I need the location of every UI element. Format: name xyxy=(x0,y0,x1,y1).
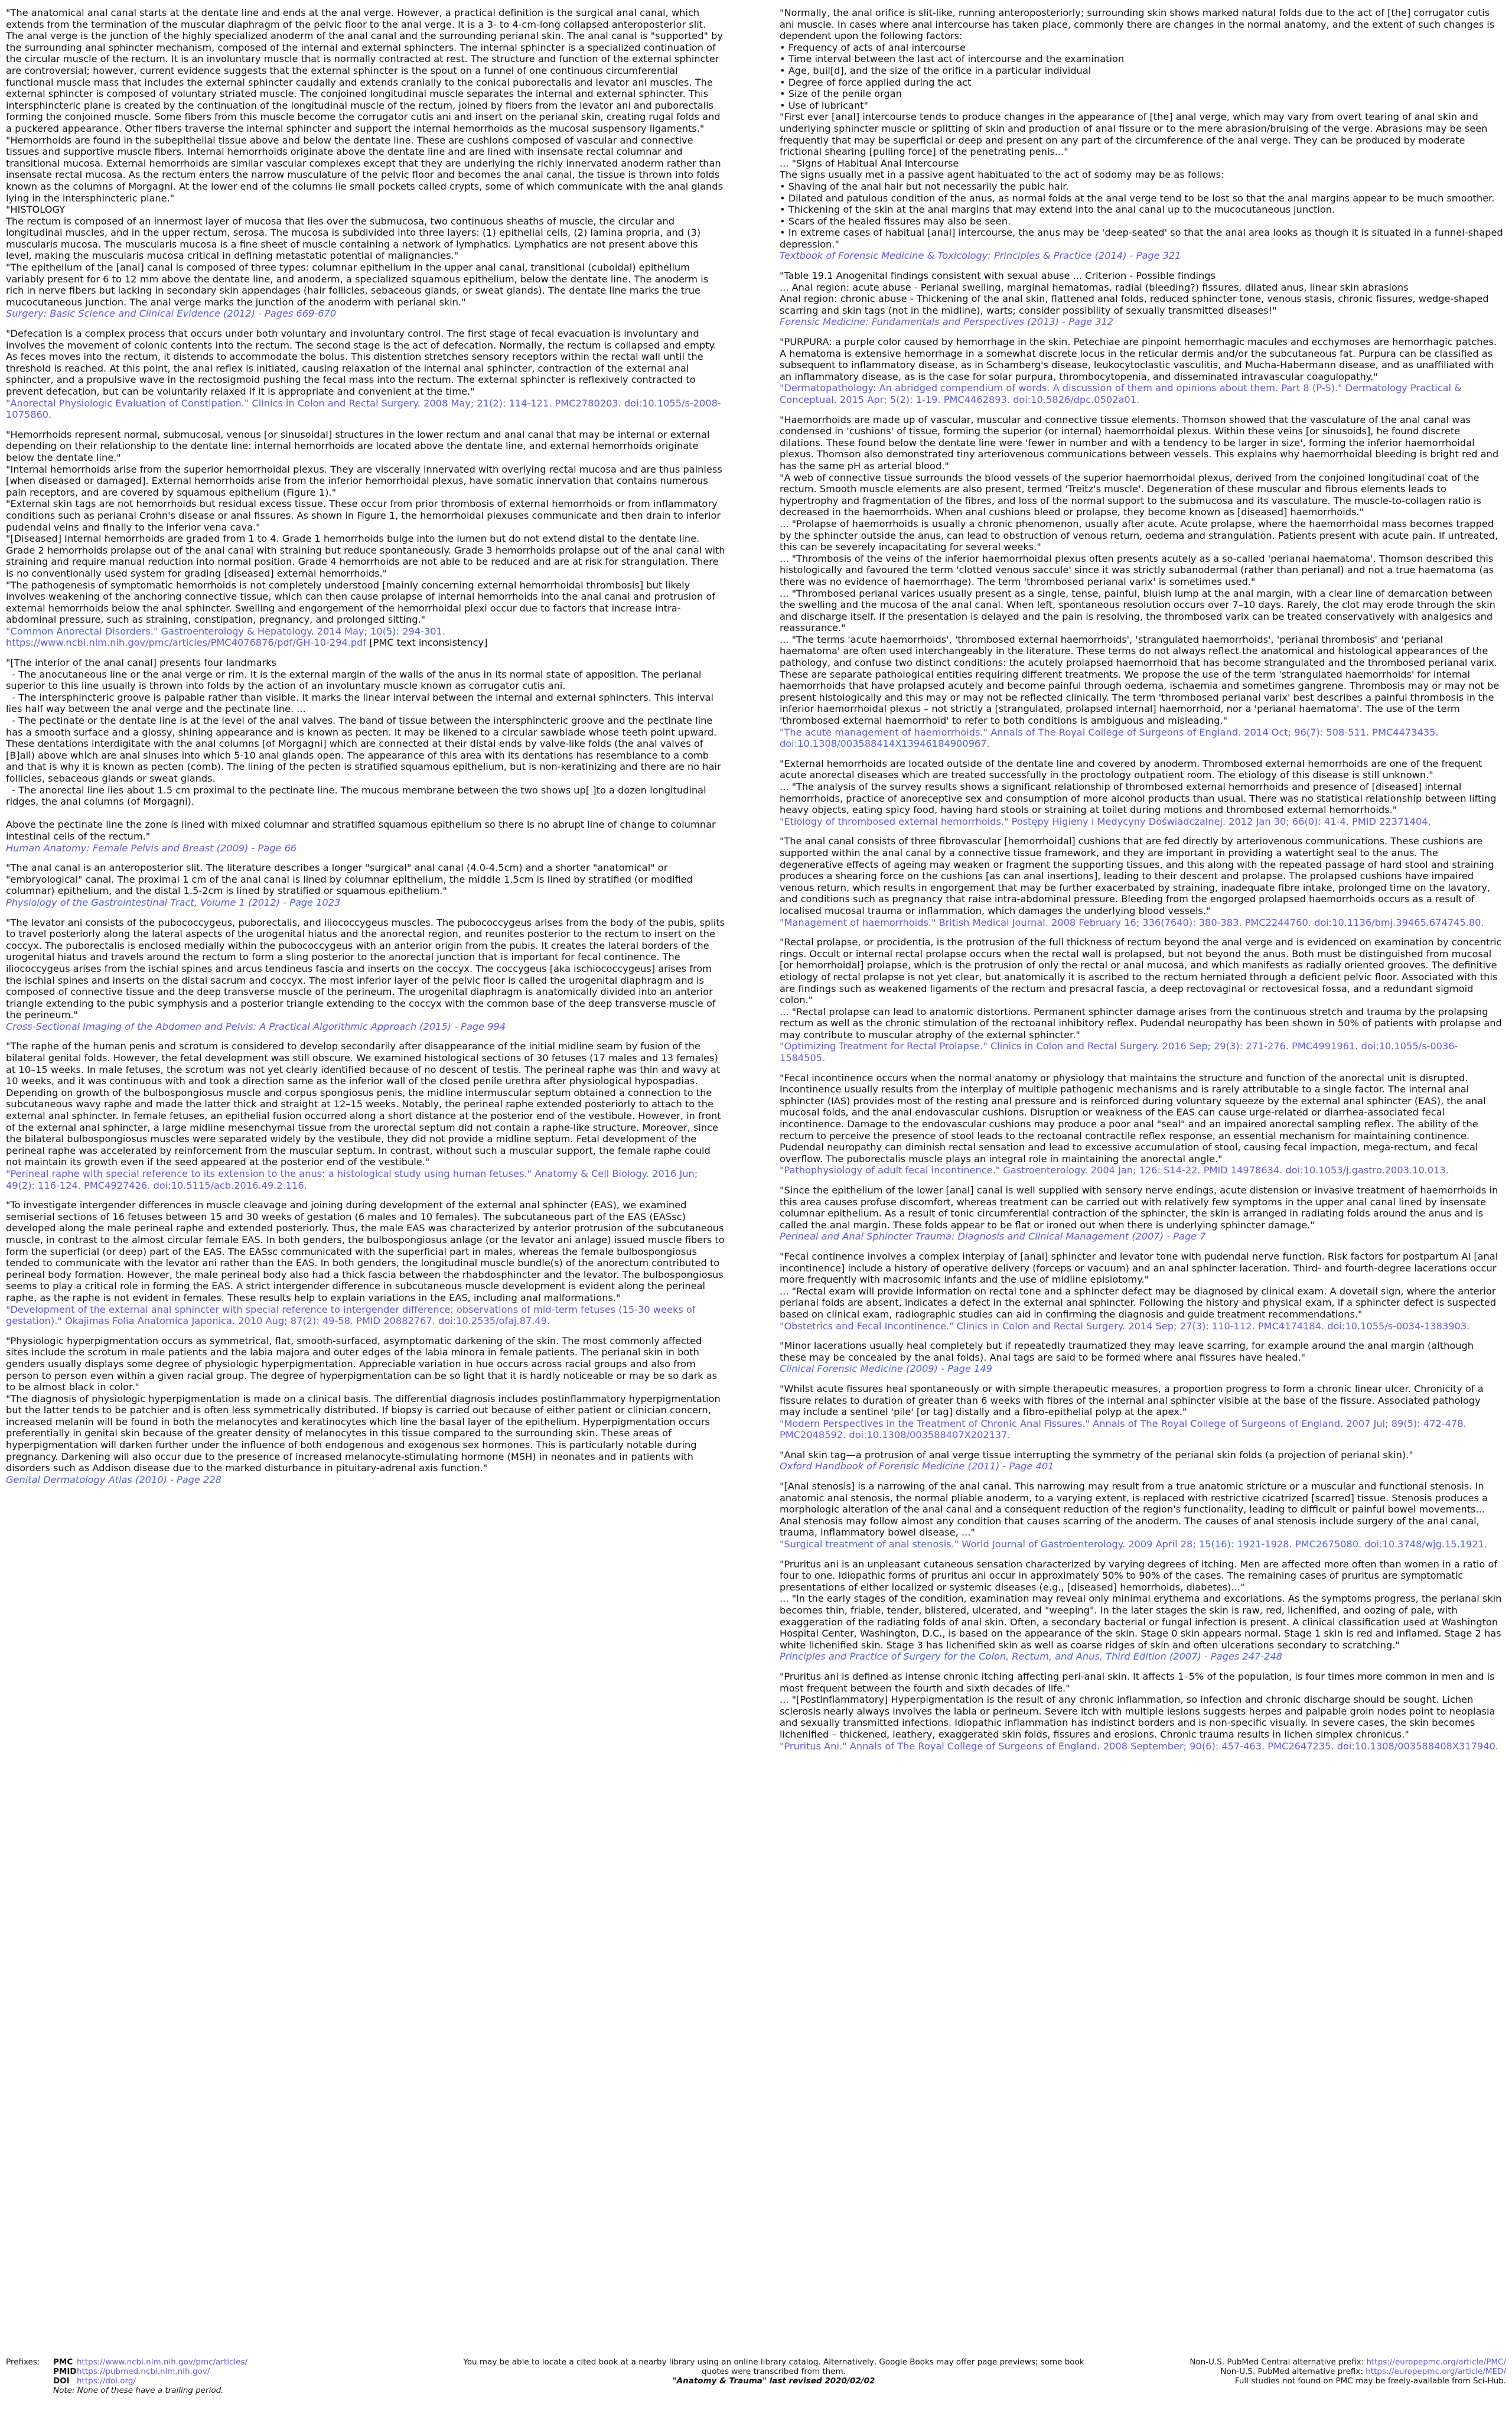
quote-text: "External hemorrhoids are located outside of the dentate line and covered by anoderm. Thrombosed external hemorrhoids are one of the frequent acute anorectal diseases which are treated successfully in the proctology outpatient room. The etiology of this disease is still unknown." ... "The analysis of the survey results shows a significant relationship of thrombosed external hemorrhoids and presence of [diseased] internal hemorrhoids, practice of anoreceptive sex and consumption of more alcohol products than usual. There was no statistical relationship between lifting heavy objects, eating spicy food, having hard stools or straining at toilet during motions and thrombosed external hemorrhoids." xyxy=(780,757,1497,816)
europe-pmc-link[interactable]: https://europepmc.org/article/PMC/ xyxy=(1366,2357,1506,2367)
quote-entry xyxy=(780,336,1503,406)
citation-link[interactable] xyxy=(780,1538,1503,1550)
citation-link[interactable] xyxy=(780,917,1503,929)
footer-alternatives xyxy=(1081,2357,1506,2386)
citation-link[interactable] xyxy=(780,1418,1503,1441)
citation-link[interactable] xyxy=(6,897,725,909)
citation-link[interactable] xyxy=(6,626,725,649)
quote-entry xyxy=(780,1481,1503,1550)
citation-link[interactable] xyxy=(780,727,1503,750)
citation-text: Principles and Practice of Surgery for the Colon, Rectum, and Anus, Third Edition (2007) - Pages 247-248 xyxy=(780,1651,1283,1663)
quote-entry xyxy=(6,429,725,649)
quote-text: "The anatomical anal canal starts at the dentate line and ends at the anal verge. However, a practical definition is the surgical anal canal, which extends from the termination of the muscular diaphragm of the pelvic floor to the anal verge. It is a 3- to 4-cm-long collapsed anteroposterior slit. The anal verge is the junction of the highly specialized anoderm of the anal canal and the surrounding perianal skin. The anal canal is "supported" by the surrounding anal sphincter mechanism, composed of the internal and external sphincters. The internal sphincter is a specialized continuation of the circular muscle of the rectum. It is an involuntary muscle that is normally contracted at rest. The structure and function of the external sphincter are controversial; however, current evidence suggests that the external sphincter is the spout on a funnel of one continuous circumferential functional muscle mass that includes the external sphincter caudally and extends cranially to the conical puborectalis and levator ani muscles. The external sphincter is composed of voluntary striated muscle. The conjoined longitudinal muscle separates the internal and external sphincter. This intersphincteric plane is created by the continuation of the longitudinal muscle of the rectum, joined by fibers from the levator ani and puborectalis forming the conjoined muscle. Some fibers from this muscle become the corrugator cutis ani and insert on the perianal skin, creating rugal folds and a puckered appearance. Other fibers traverse the internal sphincter and support the internal hemorrhoids as the mucosal suspensory ligaments." "Hemorrhoids are found in the subepithelial tissue above and below the dentate line. These are cushions composed of vascular and connective tissues and supportive muscle fibers. Internal hemorrhoids originate above the dentate line and are lined with insensate rectal columnar and transitional mucosa. External hemorrhoids are similar vascular complexes except that they are underlying the richly innervated anoderm rather than insensate rectal mucosa. As the rectum enters the narrow musculature of the pelvic floor and becomes the anal canal, the tissue is thrown into folds known as the columns of Morgagni. At the lower end of the columns lie small pockets called crypts, some of which communicate with the anal glands lying in the intersphincteric plane." "HISTOLOGY The rectum is composed of an innermost layer of mucosa that lies over the submucosa, two continuous sheaths of muscle, the circular and longitudinal muscles, and in the upper rectum, serosa. The mucosa is subdivided into three layers: (1) epithelial cells, (2) lamina propria, and (3) muscularis mucosa. The muscularis mucosa is a fine sheet of muscle containing a network of lymphatics. Lymphatics are not present above this level, making the muscularis mucosa critical in defining metastatic potential of malignancies." "The epithelium of the [anal] canal is composed of three types: columnar epithelium in the upper anal canal, transitional (cuboidal) epithelium variably present for 6 to 12 mm above the dentate line, and anoderm, a specialized squamous epithelium, below the dentate line. The anoderm is rich in nerve fibers but lacking in secondary skin appendages (hair follicles, sebaceous glands, or sweat glands). The dentate line marks the true mucocutaneous junction. The anal verge marks the junction of the anoderm with perianal skin." xyxy=(6,7,724,308)
citation-link[interactable] xyxy=(6,1304,725,1327)
quote-text: "PURPURA: a purple color caused by hemorrhage in the skin. Petechiae are pinpoint hemorrhagic macules and ecchymoses are hemorrhagic patches. A hematoma is extensive hemorrhage in a somewhat discrete locus in the reticular dermis and/or the subcutaneous fat. Purpura can be classified as subsequent to inflammatory disease, as in Schamberg's disease, leukocytoclastic vasculitis, and Mucha-Habermann disease, and as unaffiliated with an inflammatory disease, as is the case for solar purpura, thrombocytopenia, and disseminated intravascular coagulopathy." xyxy=(780,336,1500,382)
quote-entry xyxy=(6,328,725,421)
quote-entry xyxy=(6,657,725,854)
citation-text: Perineal and Anal Sphincter Trauma: Diagnosis and Clinical Management (2007) - Page 7 xyxy=(780,1231,1206,1242)
footer-library-note-2: quotes were transcribed from them. xyxy=(702,2367,846,2376)
citation-text: "Pruritus Ani." Annals of The Royal College of Surgeons of England. 2008 September; 90(6): 457-463. PMC2647235. doi:10.1308/003588408X317940. xyxy=(780,1740,1498,1752)
quote-entry xyxy=(780,1383,1503,1441)
citation-link[interactable] xyxy=(780,316,1503,328)
citation-text: Human Anatomy: Female Pelvis and Breast (2009) - Page 66 xyxy=(6,842,297,854)
citation-text: "Obstetrics and Fecal Incontinence." Clinics in Colon and Rectal Surgery. 2014 Sep; 27(3): 110-112. PMC4174184. doi:10.1055/s-0034-1383903. xyxy=(780,1320,1470,1332)
europe-med-label: Non-U.S. PubMed alternative prefix: xyxy=(1220,2367,1366,2376)
footer-prefixes xyxy=(6,2357,419,2395)
doi-url-link[interactable]: https://doi.org/ xyxy=(77,2376,136,2386)
quote-text: "Pruritus ani is defined as intense chronic itching affecting peri-anal skin. It affects 1–5% of the population, is four times more common in men and is most frequent between the fourth and sixth decades of life." ... "[Postinflammatory] Hyperpigmentation is the result of any chronic inflammation, so infection and chronic discharge should be sought. Lichen sclerosis nearly always involves the labia or perineum. Severe itch with multiple lesions suggests herpes and palpable groin nodes point to neoplasia and sexually transmitted infections. Idiopathic inflammation has indistinct borders and is non-specific visually. In severe cases, the skin becomes lichenified – thickened, leathery, exaggerated skin folds, fissures and erosions. Chronic trauma results in lichen simplex chronicus." xyxy=(780,1670,1495,1740)
quote-text: "Table 19.1 Anogenital findings consistent with sexual abuse ... Criterion - Possible findings ... Anal region: acute abuse - Perianal swelling, marginal hematomas, radial (bleeding?) fissures, dilated anus, linear skin abrasions Anal region: chronic abuse - Thickening of the anal skin, flattened anal folds, reduced sphincter tone, venous stasis, chronic fissures, wedge-shaped scarring and skin tags (not in the midline), warts; consider possibility of sexually transmitted diseases!" xyxy=(780,270,1489,316)
citation-text: "Management of haemorrhoids." British Medical Journal. 2008 February 16; 336(7640): 380-383. PMC2244760. doi:10.1136/bmj.39465.674745.80. xyxy=(780,916,1484,928)
scihub-note: Full studies not found on PMC may be freely-available from Sci-Hub. xyxy=(1234,2376,1506,2386)
citation-link[interactable] xyxy=(780,1165,1503,1176)
citation-text: Genital Dermatology Atlas (2010) - Page 228 xyxy=(6,1474,221,1485)
prefixes-label: Prefixes: xyxy=(6,2357,40,2367)
citation-text: "Dermatopathology: An abridged compendium of words. A discussion of them and opinions about them. Part 8 (P-S)." Dermatology Practical & Conceptual. 2015 Apr; 5(2): 1-19. PMC4462893. doi:10.5826/dpc.0502a01. xyxy=(780,382,1465,405)
citation-link[interactable] xyxy=(780,1363,1503,1375)
footer-revision: "Anatomy & Trauma" last revised 2020/02/02 xyxy=(672,2376,875,2386)
citation-link[interactable] xyxy=(780,1040,1503,1063)
quote-entry xyxy=(6,1040,725,1191)
quote-text: "Anal skin tag—a protrusion of anal verge tissue interrupting the symmetry of the perianal skin folds (a projection of perianal skin)." xyxy=(780,1449,1413,1461)
pmid-url-link[interactable]: https://pubmed.ncbi.nlm.nih.gov/ xyxy=(77,2367,210,2376)
quote-text: "Pruritus ani is an unpleasant cutaneous sensation characterized by varying degrees of itching. Men are affected more often than women in a ratio of four to one. Idiopathic forms of pruritus ani occur in approximately 50% to 90% of the cases. The remaining cases of pruritus are symptomatic presentations of either localized or systemic diseases (e.g., [diseased] hemorrhoids, diabetes)..." ... "In the early stages of the condition, examination may reveal only minimal erythema and excoriations. As the symptoms progress, the perianal skin becomes thin, friable, tender, blistered, ulcerated, and "weeping". In the later stages the skin is raw, red, lichenified, and oozing of pale, with exaggeration of the radiating folds of anal skin. Often, a secondary bacterial or fungal infection is present. A clinical classification used at Washington Hospital Center, Washington, D.C., is based on the appearance of the skin. Stage 0 skin appears normal. Stage 1 skin is red and inflamed. Stage 2 has white lichenified skin. Stage 3 has lichenified skin as well as coarse ridges of skin and often ulcerations secondary to scratching." xyxy=(780,1558,1502,1651)
citation-text: Clinical Forensic Medicine (2009) - Page 149 xyxy=(780,1363,992,1375)
quote-entry xyxy=(780,270,1503,328)
pmc-label: PMC xyxy=(53,2357,73,2367)
quote-text: "Rectal prolapse, or procidentia, is the protrusion of the full thickness of rectum beyond the anal verge and is evidenced on examination by concentric rings. Occult or internal rectal prolapse occurs when the rectal wall is prolapsed, but not beyond the anus. Both must be distinguished from mucosal [or hemorrhoidal] prolapse, which is the protrusion of only the rectal or anal mucosa, and which manifests as radially oriented grooves. The definitive etiology of rectal prolapse is not yet clear, but anatomically it is ascribed to the rectum herniated through a deficient pelvic floor. Associated with this are findings such as weakened ligaments of the rectum and presacral fascia, a deep rectovaginal or rectovesical fossa, and a redundant sigmoid colon." ... "Rectal prolapse can lead to anatomic distortions. Permanent sphincter damage arises from the continuous stretch and trauma by the prolapsing rectum as well as the chronic stimulation of the rectoanal inhibitory reflex. Pudendal neuropathy has been shown in 50% of patients with prolapse and may contribute to muscular atrophy of the external sphincter." xyxy=(780,936,1502,1040)
quote-text: "To investigate intergender differences in muscle cleavage and joining during development of the external anal sphincter (EAS), we examined semiserial sections of 16 fetuses between 15 and 30 weeks of gestation (6 males and 10 females). The subcutaneous part of the EAS (EASsc) developed along the male perineal raphe and extended posteriorly. Thus, the male EAS was characterized by anterior protrusion of the subcutaneous muscle, in contrast to the almost circular female EAS. In both genders, the bulbospongiosus anlage (or the levator ani anlage) issued muscle fibers to form the superficial (or deep) part of the EAS. The EASsc communicated with the superficial part in males, whereas the female bulbospongiosus tended to communicate with the levator ani rather than the EAS. In both genders, the longitudinal muscle bundle(s) of the anorectum contributed to perineal body formation. However, the male perineal body also had a thick fascia between the rhabdosphincter and the levator. The bulbospongiosus seems to play a critical role in forming the EAS. A strict intergender difference in subcutaneous muscle development is evident along the perineal raphe, as the raphe is not evident in females. These results help to explain variations in the EAS, including anal malformations." xyxy=(6,1199,728,1303)
europe-pmc-label: Non-U.S. PubMed Central alternative prefix: xyxy=(1190,2357,1367,2367)
citation-text: Textbook of Forensic Medicine & Toxicology: Principles & Practice (2014) - Page 321 xyxy=(780,250,1181,262)
europe-med-link[interactable]: https://europepmc.org/article/MED/ xyxy=(1366,2367,1506,2376)
citation-link[interactable] xyxy=(6,1474,725,1486)
quote-text: "The raphe of the human penis and scrotum is considered to develop secondarily after disappearance of the initial midline seam by fusion of the bilateral genital folds. However, the fetal development was still obscure. We examined histological sections of 30 fetuses (17 males and 13 females) at 10–15 weeks. In male fetuses, the scrotum was not yet clearly identified because of no descent of testis. The perineal raphe was thin and wavy at 10 weeks, and it was continuous with and took a direction same as the inferior wall of the closed penile urethra after physiological hypospadias. Depending on growth of the bulbospongiosus muscle and corpus spongiosus penis, the midline intermuscular septum obtained a connection to the subcutaneous wavy raphe and made the latter thick and straight at 12–15 weeks. Notably, the perineal raphe extended posteriorly to attach to the external anal sphincter. In female fetuses, an epithelial fusion occurred along a short distance at the posterior end of the vestibule. However, in front of the external anal sphincter, a large midline mesenchymal tissue from the urorectal septum did not contain a raphe-like structure. Moreover, since the bilateral bulbospongiosus muscles were separated widely by the vestibule, they did not provide a midline septum. Fetal development of the perineal raphe was accelerated by reinforcement from the muscular septum. In contrast, without such a muscular support, the female raphe could not maintain its growth even if the seed appeared at the posterior end of the vestibule." xyxy=(6,1040,724,1168)
quote-text: "[Anal stenosis] is a narrowing of the anal canal. This narrowing may result from a true anatomic stricture or a muscular and functional stenosis. In anatomic anal stenosis, the normal pliable anoderm, to a varying extent, is replaced with restrictive cicatrized [scarred] tissue. Stenosis produces a morphologic alteration of the anal canal and a consequent reduction of the region's functionality, leading to difficult or painful bowel movements... Anal stenosis may follow almost any condition that causes scarring of the anoderm. The causes of anal stenosis include surgery of the anal canal, trauma, inflammatory bowel disease, ..." xyxy=(780,1481,1491,1538)
citation-text: "Optimizing Treatment for Rectal Prolapse." Clinics in Colon and Rectal Surgery. 2016 Sep; 29(3): 271-276. PMC4991961. doi:10.1055/s-0036-1584505. xyxy=(780,1040,1458,1064)
quote-entry xyxy=(6,1199,728,1327)
quote-entry xyxy=(780,1671,1503,1752)
prefix-note: Note: None of these have a trailing period. xyxy=(53,2386,224,2395)
citation-text: Cross-Sectional Imaging of the Abdomen and Pelvis: A Practical Algorithmic Approach (2015) - Page 994 xyxy=(6,1020,506,1032)
citation-text: "Anorectal Physiologic Evaluation of Constipation." Clinics in Colon and Rectal Surgery. 2008 May; 21(2): 114-121. PMC2780203. doi:10.1055/s-2008-1075860. xyxy=(6,397,721,421)
citation-text: "Common Anorectal Disorders." Gastroenterology & Hepatology. 2014 May; 10(5): 294-301. https://www.ncbi.nlm.nih.gov/pmc/articles/PMC4076876/pdf/GH-10-294.pdf xyxy=(6,625,446,649)
pmc-url-link[interactable]: https://www.ncbi.nlm.nih.gov/pmc/articles/ xyxy=(77,2357,248,2367)
pmid-label: PMID xyxy=(53,2367,77,2376)
citation-suffix: [PMC text inconsistency] xyxy=(366,637,488,649)
citation-text: "The acute management of haemorrhoids." Annals of The Royal College of Surgeons of England. 2014 Oct; 96(7): 508-511. PMC4473435. doi:10.1308/003588414X13946184900967. xyxy=(780,726,1442,750)
citation-link[interactable] xyxy=(6,1021,725,1033)
quote-text: "The levator ani consists of the pubococcygeus, puborectalis, and iliococcygeus muscles. The pubococcygeus arises from the body of the pubis, splits to travel posteriorly along the lateral aspects of the urogenital hiatus and the anorectal region, and reunites posterior to the rectum to insert on the coccyx. The puborectalis is enclosed medially within the pubococcygeus with an anterior origin from the pubis. It creates the lateral borders of the urogenital hiatus and travels around the rectum to form a sling posterior to the anorectal junction that is important for fecal continence. The iliococcygeus arises from the ischial spines and arcus tendineus fascia and inserts on the coccyx. The coccygeus [aka ischiococcygeus] arises from the ischial spines and inserts on the distal sacrum and coccyx. The most inferior layer of the pelvic floor is called the urogenital diaphragm and is composed of connective tissue and the deep transverse muscle of the perineum. The urogenital diaphragm is anatomically divided into an anterior triangle extending to the pubic symphysis and a posterior triangle extending to the coccyx with the common base of the deep transverse muscle of the perineum." xyxy=(6,916,728,1021)
right-column xyxy=(780,7,1503,1760)
citation-text: Surgery: Basic Science and Clinical Evidence (2012) - Pages 669-670 xyxy=(6,308,337,320)
quote-text: "[The interior of the anal canal] presents four landmarks - The anocutaneous line or the anal verge or rim. It is the external margin of the walls of the anus in its normal state of apposition. The perianal superior to this line usually is thrown into folds by the action of an involuntary muscle known as corrugator cutis ani. - The intersphincteric groove is palpable rather than visible. It marks the linear interval between the internal and external sphincters. This interval lies half way between the anal verge and the pectinate line. ... - The pectinate or the dentate line is at the level of the anal valves. The band of tissue between the intersphincteric groove and the pectinate line has a smooth surface and a glossy, shining appearance and is known as pecten. It may be likened to a circular sawblade whose teeth point upward. These dentations interdigitate with the anal columns [of Morgagni] which are connected at their distal ends by valve-like folds (the anal valves of [B]all) above which are anal sinuses into which 5-10 anal glands open. The appearance of this area with its dentations has resemblance to a comb and that is why it is known as pecten (comb). The lining of the pecten is stratified squamous epithelium, but is non-keratinizing and there are no hair follicles, sebaceous glands or sweat glands. - The anorectal line lies about 1.5 cm proximal to the pectinate line. The mucous membrane between the two shows up[ ]to a dozen longitudinal ridges, the anal columns (of Morgagni). Above the pectinate line the zone is lined with mixed columnar and stratified squamous epithelium so there is no abrupt line of change to columnar intestinal cells of the rectum." xyxy=(6,657,721,842)
footer-library-note: You may be able to locate a cited book at a nearby library using an online library catalog. Alternatively, Google Books may offer page previews; some book xyxy=(463,2357,1084,2367)
citation-link[interactable] xyxy=(6,308,725,320)
quote-entry xyxy=(780,414,1503,750)
quote-text: "Defecation is a complex process that occurs under both voluntary and involuntary control. The first stage of fecal evacuation is involuntary and involves the movement of colonic contents into the rectum. The second stage is the act of defecation. Normally, the rectum is collapsed and empty. As feces moves into the rectum, it distends to accommodate the bolus. This distention stretches sensory receptors within the rectal wall until the threshold is reached. At this point, the anal reflex is initiated, causing relaxation of the internal anal sphincter, contraction of the external anal sphincter, and a propulsive wave in the rectosigmoid pushing the fecal mass into the rectum. The external sphincter is reflexively contracted to prevent defecation, but can be voluntarily relaxed if it is appropriate and convenient at the time." xyxy=(6,328,720,397)
quote-entry xyxy=(780,1340,1503,1375)
quote-text: "Fecal continence involves a complex interplay of [anal] sphincter and levator tone with pudendal nerve function. Risk factors for postpartum AI [anal incontinence] include a history of operative delivery (forceps or vacuum) and an anal sphincter laceration. Third- and fourth-degree lacerations occur more frequently with macrosomic infants and the use of midline episiotomy." ... "Rectal exam will provide information on rectal tone and a sphincter defect may be diagnosed by clinical exam. A dovetail sign, where the anterior perianal folds are absent, indicates a defect in the external anal sphincter. Following the history and physical exam, if a sphincter defect is suspected based on clinical exam, radiographic studies can aid in confirming the diagnosis and guide treatment recommendations." xyxy=(780,1250,1498,1320)
citation-link[interactable] xyxy=(780,250,1503,262)
citation-link[interactable] xyxy=(780,816,1503,828)
quote-entry xyxy=(780,1251,1503,1332)
quote-text: "Minor lacerations usually heal completely but if repeatedly traumatized they may leave scarring, for example around the anal margin (although these may be concealed by the anal folds). Anal tags are said to be formed where anal fissures have healed." xyxy=(780,1340,1477,1363)
citation-text: "Modern Perspectives in the Treatment of Chronic Anal Fissures." Annals of The Royal College of Surgeons of England. 2007 Jul; 89(5): 472-478. PMC2048592. doi:10.1308/003588407X202137. xyxy=(780,1417,1469,1441)
quote-text: "Hemorrhoids represent normal, submucosal, venous [or sinusoidal] structures in the lower rectum and anal canal that may be internal or external depending on their relationship to the dentate line: internal hemorrhoids are located above the dentate line, and external hemorrhoids originate below the dentate line." "Internal hemorrhoids arise from the superior hemorrhoidal plexus. They are viscerally innervated with overlying rectal mucosa and are thus painless [when diseased or damaged]. External hemorrhoids arise from the inferior hemorrhoidal plexus, have somatic innervation that contains numerous pain receptors, and are covered by squamous epithelium (Figure 1)." "External skin tags are not hemorrhoids but residual excess tissue. These occur from prior thrombosis of external hemorrhoids or from inflammatory conditions such as perianal Crohn's disease or anal fissures. As shown in Figure 1, the hemorrhoidal plexuses communicate and then drain to inferior pudendal veins and finally to the inferior vena cava." "[Diseased] Internal hemorrhoids are graded from 1 to 4. Grade 1 hemorrhoids bulge into the lumen but do not extend distal to the dentate line. Grade 2 hemorrhoids prolapse out of the anal canal with straining but reduce spontaneously. Grade 3 hemorrhoids prolapse out of the anal canal with straining and require manual reduction into normal position. Grade 4 hemorrhoids are not able to be reduced and are at risk for strangulation. There is no conventionally used system for grading [diseased] external hemorrhoids." "The pathogenesis of symptomatic hemorrhoids is not completely understood [mainly concerning external hemorrhoidal thrombosis] but likely involves weakening of the anchoring connective tissue, which can then cause prolapse of internal hemorrhoids into the anal canal and protrusion of external hemorrhoids below the anal sphincter. Swelling and engorgement of the hemorrhoidal plexi occur due to factors that increase intra-abdominal pressure, such as straining, constipation, pregnancy, and prolonged sitting." xyxy=(6,428,725,626)
quote-text: "The anal canal consists of three fibrovascular [hemorrhoidal] cushions that are fed directly by arteriovenous communications. These cushions are supported within the anal canal by a connective tissue framework, and they are important in providing a watertight seal to the anus. The degenerative effects of ageing may weaken or fragment the supporting tissues, and this along with the repeated passage of hard stool and straining produces a shearing force on the cushions [as can anal insertions], leading to their descent and prolapse. The prolapsed cushions have impaired venous return, which results in engorgement that may be further exacerbated by straining, inadequate fibre intake, prolonged time on the lavatory, and conditions such as pregnancy that raise intra-abdominal pressure. Bleeding from the engorged prolapsed haemorrhoids occurs as a result of localised mucosal trauma or inflammation, which damages the underlying blood vessels." xyxy=(780,835,1497,916)
quote-entry xyxy=(780,835,1503,928)
quote-entry xyxy=(780,1449,1503,1472)
citation-text: Physiology of the Gastrointestinal Tract, Volume 1 (2012) - Page 1023 xyxy=(6,896,341,908)
citation-text: "Perineal raphe with special reference to its extension to the anus: a histological study using human fetuses." Anatomy & Cell Biology. 2016 Jun; 49(2): 116-124. PMC4927426. doi:10.5115/acb.2016.49.2.116. xyxy=(6,1168,701,1191)
quote-entry xyxy=(780,936,1503,1064)
quote-text: "Normally, the anal orifice is slit-like, running anteroposteriorly; surrounding skin shows marked natural folds due to the act of [the] corrugator cutis ani muscle. In cases where anal intercourse has taken place, commonly there are changes in the normal anatomy, and the extent of such changes is dependent upon the following factors: • Frequency of acts of anal intercourse • Time interval between the last act of intercourse and the examination • Age, buil[d], and the size of the orifice in a particular individual • Degree of force applied during the act • Size of the penile organ • Use of lubricant" "First ever [anal] intercourse tends to produce changes in the appearance of [the] anal verge, which may vary from overt tearing of anal skin and underlying sphincter muscle or splitting of skin and production of anal fissure or to the mere abrasion/bruising of the verge. Abrasions may be seen frequently that may be superficial or deep and present on any part of the circumference of the anal verge. They can be produced by moderate frictional shearing [pulling force] of the penetrating penis..." ... "Signs of Habitual Anal Intercourse The signs usually met in a passive agent habituated to the act of sodomy may be as follows: • Shaving of the anal hair but not necessarily the pubic hair. • Dilated and patulous condition of the anus, as normal folds at the anal verge tend to be lost so that the anal margins appear to be much smoother. • Thickening of the skin at the anal margins that may extend into the anal canal up to the mucocutaneous junction. • Scars of the healed fissures may also be seen. • In extreme cases of habitual [anal] intercourse, the anus may be 'deep-seated' so that the anal area looks as though it is situated in a funnel-shaped depression." xyxy=(780,7,1503,250)
citation-text: "Pathophysiology of adult fecal incontinence." Gastroenterology. 2004 Jan; 126: S14-22. PMID 14978634. doi:10.1053/j.gastro.2003.10.013. xyxy=(780,1165,1449,1176)
citation-link[interactable] xyxy=(780,1231,1503,1242)
quote-entry xyxy=(6,1335,725,1486)
citation-text: "Development of the external anal sphincter with special reference to intergender difference: observations of mid-term fetuses (15-30 weeks of gestation)." Okajimas Folia Anatomica Japonica. 2010 Aug; 87(2): 49-58. PMID 20882767. doi:10.2535/ofaj.87.49. xyxy=(6,1303,699,1327)
left-column xyxy=(6,7,728,1494)
quote-text: "The anal canal is an anteroposterior slit. The literature describes a longer "surgical" anal canal (4.0-4.5cm) and a shorter "anatomical" or "embryological" canal. The proximal 1 cm of the anal canal is lined by columnar epithelium, the middle 1.5cm is lined by stratified (or modified columnar) epithelium, and the distal 1.5-2cm is lined by stratified or squamous epithelium." xyxy=(6,862,696,897)
citation-link[interactable] xyxy=(6,1168,725,1191)
citation-link[interactable] xyxy=(6,398,725,421)
quote-entry xyxy=(780,1072,1503,1176)
citation-text: "Surgical treatment of anal stenosis." World Journal of Gastroenterology. 2009 April 28; 15(16): 1921-1928. PMC2675080. doi:10.3748/wjg.15.1921. xyxy=(780,1538,1488,1550)
quote-entry xyxy=(6,862,725,908)
quote-entry xyxy=(780,758,1503,828)
citation-link[interactable] xyxy=(780,1741,1503,1752)
quote-text: "Since the epithelium of the lower [anal] canal is well supplied with sensory nerve endings, acute distension or invasive treatment of haemorrhoids in this area causes profuse discomfort, whereas treatment can be carried out with relatively few symptoms in the upper anal canal lined by insensate columnar epithelium. As a result of tonic circumferential contraction of the sphincter, the skin is arranged in radiating folds around the anus and is called the anal margin. These folds appear to be flat or ironed out when there is underlying sphincter damage." xyxy=(780,1185,1501,1231)
citation-link[interactable] xyxy=(780,382,1503,405)
quote-entry xyxy=(780,1185,1503,1242)
footer-center xyxy=(413,2357,1134,2386)
quote-text: "Physiologic hyperpigmentation occurs as symmetrical, flat, smooth-surfaced, asymptomatic darkening of the skin. The most commonly affected sites include the scrotum in male patients and the labia majora and outer edges of the labia minora in female patients. The perianal skin in both genders usually displays some degree of physiologic hyperpigmentation. Appreciable variation in hue occurs across racial groups and also from person to person even within a given racial group. The degree of hyperpigmentation can be so light that it is hardly noticeable or may be so dark as to be almost black in color." "The diagnosis of physiologic hyperpigmentation is made on a clinical basis. The differential diagnosis includes postinflammatory hyperpigmentation but the latter tends to be patchier and is often less symmetrically distributed. If biopsy is carried out because of either patient or clinician concern, increased melanin will be found in both the melanocytes and keratinocytes which line the basal layer of the epithelium. Hyperpigmentation occurs preferentially in genital skin because of the greater density of melanocytes in this tissue compared to the surrounding skin. These areas of hyperpigmentation will darken further under the influence of both endogenous and exogenous sex hormones. This is particularly notable during pregnancy. Darkening will also occur due to the presence of increased melanocyte-stimulating hormone (MSH) in neonates and in patients with disorders such as Addison disease due to the marked disturbance in pituitary-adrenal axis function." xyxy=(6,1335,721,1474)
citation-text: Forensic Medicine: Fundamentals and Perspectives (2013) - Page 312 xyxy=(780,316,1114,328)
quote-entry xyxy=(780,7,1503,262)
quote-entry xyxy=(6,916,728,1033)
quote-entry xyxy=(6,7,725,320)
citation-link[interactable] xyxy=(780,1320,1503,1332)
quote-entry xyxy=(780,1559,1503,1663)
citation-link[interactable] xyxy=(780,1651,1503,1663)
quote-text: "Haemorrhoids are made up of vascular, muscular and connective tissue elements. Thomson showed that the vasculature of the anal canal was condensed in 'cushions' of tissue, forming the superior (or internal) haemorrhoidal plexus. Within these veins [or sinusoids], he found discrete dilations. These found below the dentate line were 'fewer in number and with a tendency to be larger in size', forming the inferior haemorrhoidal plexus. Thomson also demonstrated tiny arteriovenous communications between vessels. This explains why haemorrhoidal bleeding is bright red and has the same pH as arterial blood." "A web of connective tissue surrounds the blood vessels of the superior haemorrhoidal plexus, derived from the conjoined longitudinal coat of the rectum. Smooth muscle elements are also present, termed 'Treitz's muscle'. Degeneration of these muscular and fibrous elements leads to hypertrophy and fragmentation of the fibres, and loss of the normal support to the submucosa and its vasculature. The muscle-to-collagen ratio is decreased in the haemorrhoids. When anal cushions bleed or prolapse, they become known as [diseased] haemorrhoids." ... "Prolapse of haemorrhoids is usually a chronic phenomenon, usually after acute. Acute prolapse, where the haemorrhoidal mass becomes trapped by the sphincter outside the anus, can lead to obstruction of venous return, oedema and strangulation. Patients present with acute pain. If untreated, this can be severely incapacitating for several weeks." ... "Thrombosis of the veins of the inferior haemorrhoidal plexus often presents acutely as a so-called 'perianal haematoma'. Thomson described this histologically and favoured the term 'clotted venous saccule' since it was strictly subanodermal (rather than perianal) and not a true haematoma (as there was no evidence of haemorrhage). The term 'thrombosed perianal varix' is sometimes used." ... "Thrombosed perianal varices usually present as a single, tense, painful, bluish lump at the anal margin, with a clear line of demarcation between the swelling and the mucosa of the anal canal. When left, spontaneous resolution occurs over 7–10 days. Rarely, the clot may erode through the skin and discharge itself. If the presentation is delayed and the pain is resolving, the thrombosed varix can be treated conservatively with analgesics and reassurance." ... "The terms 'acute haemorrhoids', 'thrombosed external haemorrhoids', 'strangulated haemorrhoids', 'perianal thrombosis' and 'perianal haematoma' are often used interchangeably in the literature. These terms do not always reflect the anatomical and histological appearances of the pathology, and confuse two distinct conditions: the acutely prolapsed haemorrhoid that has become strangulated and the thrombosed perianal varix. These are separate pathological entities requiring different treatments. We propose the use of the term 'strangulated haemorrhoids' for internal haemorrhoids that have prolapsed acutely and become painful through oedema, ischaemia and sometimes gangrene. Thrombosis may or may not be present histologically and this may or may not be reflected clinically. The term 'thrombosed perianal varix' best describes a painful thrombosis in the inferior haemorrhoidal plexus – not strictly a [strangulated, prolapsed internal] haemorrhoid, nor a 'perianal haematoma'. The use of the term 'thrombosed external haemorrhoid' to refer to both conditions is ambiguous and misleading." xyxy=(780,414,1500,727)
quote-text: "Whilst acute fissures heal spontaneously or with simple therapeutic measures, a proportion progress to form a chronic linear ulcer. Chronicity of a fissure relates to duration of greater than 6 weeks with fibres of the internal anal sphincter visible at the base of the fissure. Associated pathology may include a sentinel 'pile' [or tag] distally and a fibro-epithelial polyp at the apex." xyxy=(780,1383,1487,1418)
citation-link[interactable] xyxy=(780,1461,1503,1472)
doi-label: DOI xyxy=(53,2376,70,2386)
citation-text: Oxford Handbook of Forensic Medicine (2011) - Page 401 xyxy=(780,1461,1054,1472)
citation-link[interactable] xyxy=(6,843,725,854)
citation-text: "Etiology of thrombosed external hemorrhoids." Postępy Higieny i Medycyny Doświadczalnej. 2012 Jan 30; 66(0): 41-4. PMID 22371404. xyxy=(780,815,1431,827)
quote-text: "Fecal incontinence occurs when the normal anatomy or physiology that maintains the structure and function of the anorectal unit is disrupted. Incontinence usually results from the interplay of multiple pathogenic mechanisms and is rarely attributable to a single factor. The internal anal sphincter (IAS) provides most of the resting anal pressure and is reinforced during voluntary squeeze by the external anal sphincter (EAS), the anal mucosal folds, and the anal endovascular cushions. Disruption or weakness of the EAS can cause urge-related or diarrhea-associated fecal incontinence. Damage to the endovascular cushions may produce a poor anal "seal" and an impaired anorectal sampling reflex. The ability of the rectum to perceive the presence of stool leads to the rectoanal contractile reflex response, an essential mechanism for maintaining continence. Pudendal neuropathy can diminish rectal sensation and lead to excessive accumulation of stool, causing fecal impaction, mega-rectum, and fecal overflow. The puborectalis muscle plays an integral role in maintaining the anorectal angle." xyxy=(780,1072,1489,1165)
